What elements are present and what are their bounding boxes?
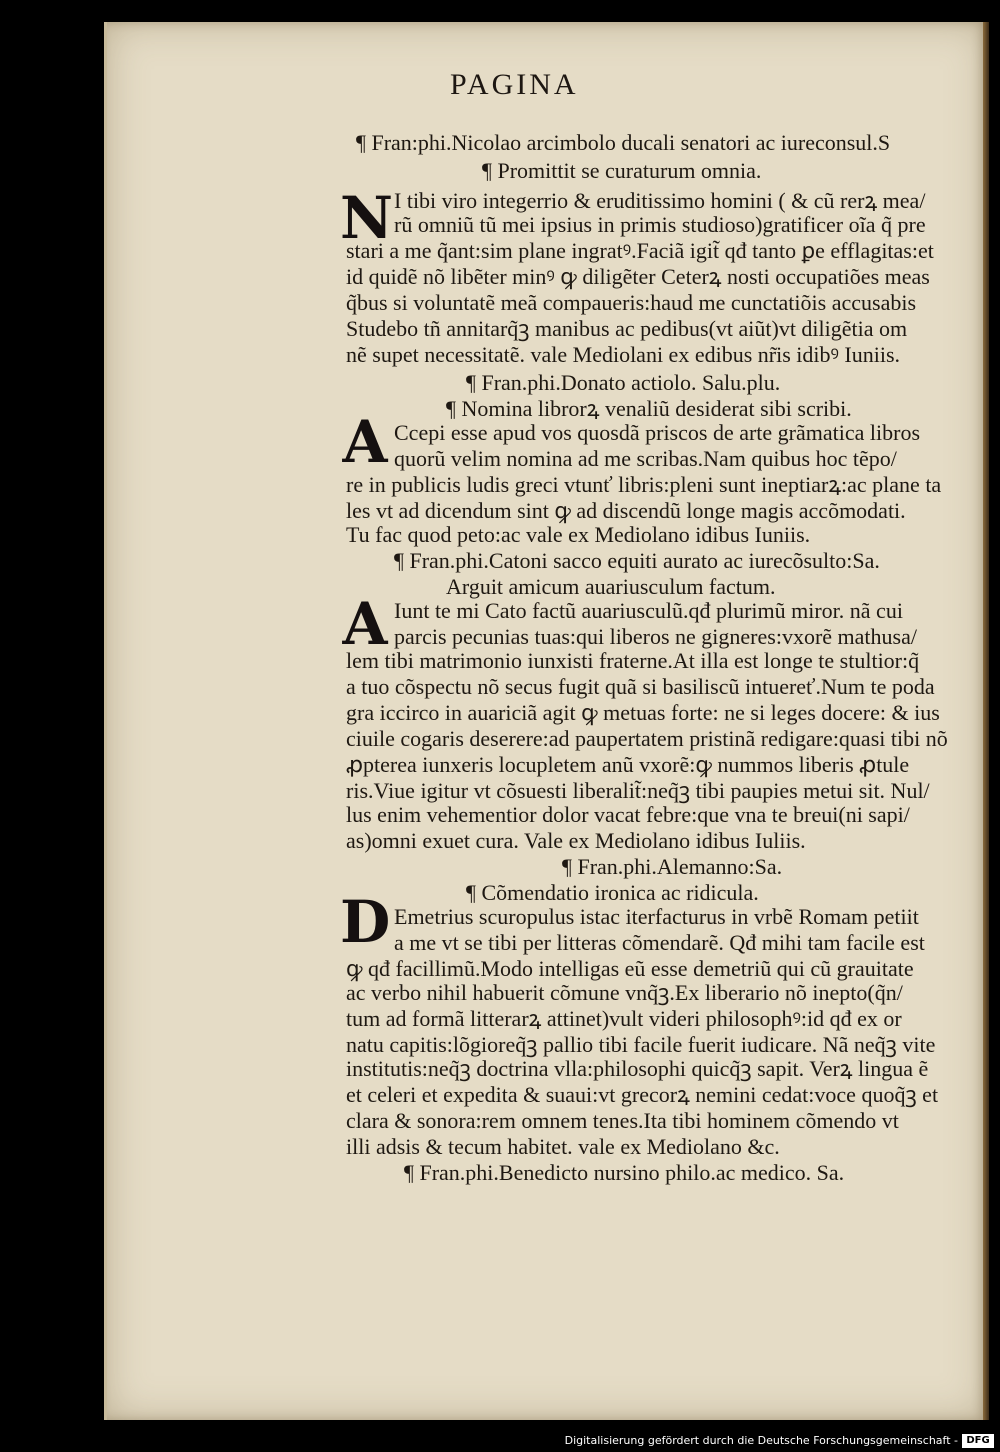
initial-letter-d: D [340, 888, 391, 956]
text-line: clara & sonora:rem omnem tenes.Ita tibi hominem cõmendo vt [346, 1108, 899, 1133]
text-line: Studebo tñ annitarq̃ꝫ manibus ac pedibus(vt aiũt)vt diligẽtia om [346, 316, 908, 341]
text-line: id quidẽ nõ libẽter minꝰ ꝙ diligẽter Ceterꝝ nosti occupatiões meas [346, 264, 930, 289]
text-line: ꝙ qđ facillimũ.Modo intelligas eũ esse demetriũ qui cũ grauitate [346, 956, 914, 981]
text-line: natu capitis:lõgioreq̃ꝫ pallio tibi facile fuerit iudicare. Nã neq̃ꝫ vite [346, 1032, 936, 1057]
text-line: Emetrius scuropulus istac iterfacturus in vrbẽ Romam petiit [394, 904, 919, 929]
text-line: gra iccirco in auariciã agit ꝙ metuas forte: ne si leges docere: & ius [346, 700, 940, 725]
text-line: institutis:neq̃ꝫ doctrina vlla:philosophi quicq̃ꝫ sapit. Verꝝ lingua ẽ [346, 1056, 929, 1081]
text-line: ¶ Fran.phi.Benedicto nursino philo.ac medico. Sa. [404, 1160, 845, 1185]
text-line: et celeri et expedita & suaui:vt grecorꝝ nemini cedat:voce quoq̃ꝫ et [346, 1082, 939, 1107]
text-line: nẽ supet necessitatẽ. vale Mediolani ex edibus nr̃is idibꝰ Iuniis. [346, 342, 900, 367]
text-line: a tuo cõspectu nõ secus fugit quã si basiliscũ intuereť.Num te poda [346, 674, 935, 699]
initial-letter-n: N [340, 184, 394, 252]
text-line: re in publicis ludis greci vtunť libris:pleni sunt ineptiarꝝ:ac plane ta [346, 472, 942, 497]
text-line: Iunt te mi Cato factũ auariusculũ.qđ plurimũ miror. nã cui [394, 598, 903, 623]
text-line: lus enim vehementior dolor vacat febre:que vna te breui(ni sapi/ [346, 802, 910, 827]
text-line: illi adsis & tecum habitet. vale ex Mediolano &c. [346, 1134, 780, 1159]
text-line: tum ad formã litterarꝝ attinet)vult videri philosophꝰ:id qđ ex or [346, 1006, 902, 1031]
dfg-logo: DFG [962, 1434, 994, 1448]
text-line: ¶ Nomina librorꝝ venaliũ desiderat sibi scribi. [446, 396, 852, 421]
text-line: ꝓpterea iunxeris locupletem anũ vxorẽ:ꝙ nummos liberis ꝓtule [346, 752, 910, 777]
footer-credit: Digitalisierung gefördert durch die Deutsche Forschungsgemeinschaft - [0, 1430, 1000, 1452]
text-line: parcis pecunias tuas:qui liberos ne gigneres:vxorẽ mathusa/ [394, 624, 917, 649]
text-line: lem tibi matrimonio iunxisti fraterne.At illa est longe te stultior:q̃ [346, 648, 920, 673]
text-line: ¶ Promittit se curaturum omnia. [482, 158, 762, 183]
initial-letter-a: A [342, 408, 388, 476]
text-line: ciuile cogaris deserere:ad paupertatem pristinã redigare:quasi tibi nõ [346, 726, 948, 751]
text-line: ¶ Fran.phi.Donato actiolo. Salu.plu. [466, 370, 781, 395]
text-line: I tibi viro integerrio & eruditissimo homini ( & cũ rerꝝ mea/ [394, 188, 926, 213]
text-line: rũ omniũ tũ mei ipsius in primis studioso)gratificer oĩa q̃ pre [394, 212, 926, 237]
text-line: les vt ad dicendum sint ꝙ ad discendũ longe magis accõmodati. [346, 498, 906, 523]
text-line: ¶ Cõmendatio ironica ac ridicula. [466, 880, 759, 905]
text-line: Arguit amicum auariusculum factum. [446, 574, 776, 599]
text-line: as)omni exuet cura. Vale ex Mediolano idibus Iuliis. [346, 828, 806, 853]
text-line: ¶ Fran.phi.Alemanno:Sa. [562, 854, 783, 879]
page-edge [983, 22, 989, 1420]
text-line: q̃bus si voluntatẽ meã compaueris:haud me cunctatiõis accusabis [346, 290, 917, 315]
page-header: PAGINA [450, 68, 579, 101]
initial-letter-a-2: A [342, 590, 388, 658]
text-line: Tu fac quod peto:ac vale ex Mediolano idibus Iuniis. [346, 522, 811, 547]
text-line: ac verbo nihil habuerit cõmune vnq̃ꝫ.Ex liberario nõ inepto(q̃n/ [346, 980, 903, 1005]
text-line: quorũ velim nomina ad me scribas.Nam quibus hoc tẽpo/ [394, 446, 897, 471]
text-line: ¶ Fran:phi.Nicolao arcimbolo ducali senatori ac iureconsul.S [356, 130, 891, 155]
text-line: a me vt se tibi per litteras cõmendarẽ. Qđ mihi tam facile est [394, 930, 925, 955]
text-line: ris.Viue igitur vt cõsuesti liberalit̃:neq̃ꝫ tibi paupies metui sit. Nul/ [346, 778, 930, 803]
text-line: Ccepi esse apud vos quosdã priscos de arte grãmatica libros [394, 420, 921, 445]
text-line: stari a me q̃ant:sim plane ingratꝰ.Faciã igit̃ qđ tanto ꝑe efflagitas:et [346, 238, 934, 263]
text-line: ¶ Fran.phi.Catoni sacco equiti aurato ac iurecõsulto:Sa. [394, 548, 880, 573]
